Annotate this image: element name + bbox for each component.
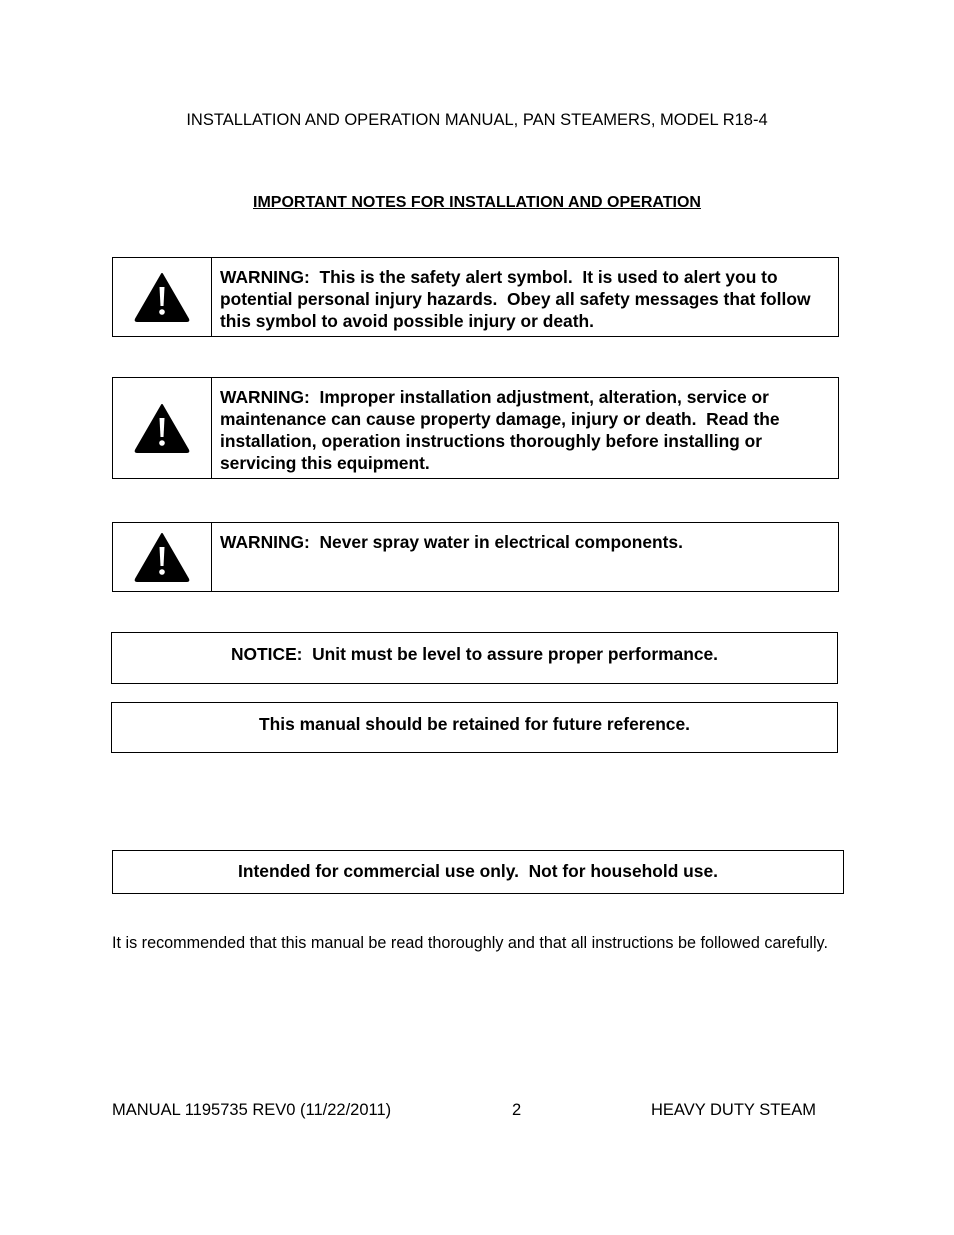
warning-icon-cell [113, 258, 212, 336]
warning-box-spray-water [112, 522, 839, 592]
notice-level-box: NOTICE: Unit must be level to assure proper performance. [111, 632, 838, 684]
notice-retain-manual-box: This manual should be retained for future reference. [111, 702, 838, 753]
warning-icon-cell [113, 378, 212, 478]
warning-icon-cell [113, 523, 212, 591]
footer-manual-number: MANUAL 1195735 REV0 (11/22/2011) [112, 1101, 392, 1119]
warning-text: WARNING: Never spray water in electrical components. [220, 532, 683, 552]
warning-text: WARNING: This is the safety alert symbol. It is used to alert you to potential personal injury hazards. Obey all safety messages that follow this symbol to avoid possible injury or death. [220, 267, 816, 331]
section-title: IMPORTANT NOTES FOR INSTALLATION AND OPERATION [253, 194, 701, 211]
page-header: INSTALLATION AND OPERATION MANUAL, PAN STEAMERS, MODEL R18-4 [186, 111, 768, 129]
warning-box-safety-symbol [112, 257, 839, 337]
warning-triangle-icon [133, 531, 191, 583]
warning-triangle-icon [133, 271, 191, 323]
warning-triangle-icon [133, 402, 191, 454]
footer-page-number: 2 [512, 1101, 522, 1119]
recommendation-paragraph: It is recommended that this manual be read thoroughly and that all instructions be followed carefully. [112, 934, 828, 952]
warning-text: WARNING: Improper installation adjustment, alteration, service or maintenance can cause property damage, injury or death. Read the installation, operation instructions thoroughly before installing or servicing this equipment. [220, 387, 785, 473]
commercial-use-box: Intended for commercial use only. Not for household use. [112, 850, 844, 894]
warning-box-improper-installation [112, 377, 839, 479]
footer-brand: HEAVY DUTY STEAM [651, 1101, 817, 1119]
